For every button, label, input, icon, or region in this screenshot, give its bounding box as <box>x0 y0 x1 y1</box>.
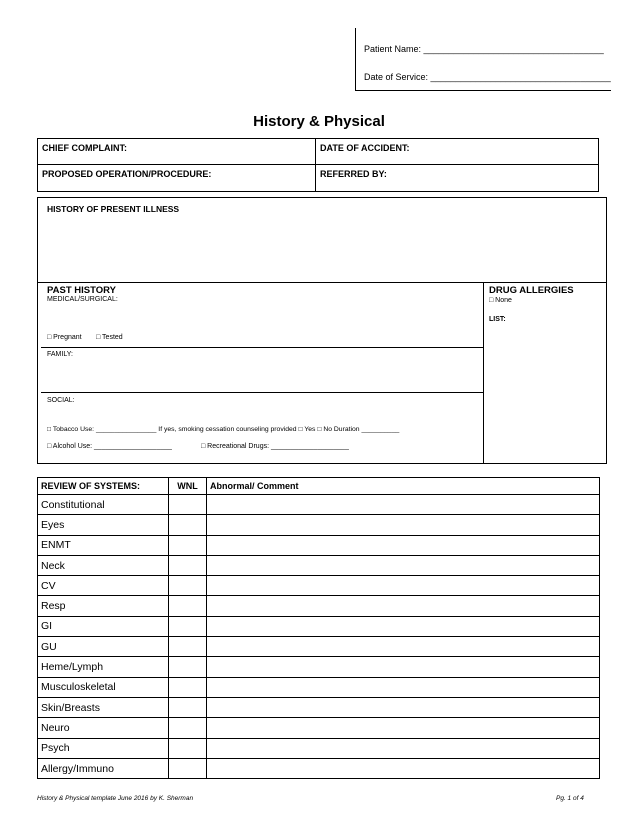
wnl-cell[interactable] <box>169 637 207 657</box>
wnl-cell[interactable] <box>169 555 207 575</box>
family-label: FAMILY: <box>47 351 73 358</box>
system-label: Skin/Breasts <box>38 697 169 717</box>
present-illness-label: HISTORY OF PRESENT ILLNESS <box>47 204 180 214</box>
system-label: Eyes <box>38 515 169 535</box>
table-row <box>38 616 600 636</box>
medical-surgical-label: MEDICAL/SURGICAL: <box>47 296 118 303</box>
past-history-label: PAST HISTORY <box>47 285 116 296</box>
wnl-cell[interactable] <box>169 535 207 555</box>
table-row <box>38 535 600 555</box>
drug-allergies-label: DRUG ALLERGIES <box>489 285 574 296</box>
pregnant-checkbox[interactable]: □ Pregnant <box>47 334 82 341</box>
table-row <box>38 718 600 738</box>
history-section <box>37 197 607 464</box>
comment-cell[interactable] <box>207 738 600 758</box>
patient-name-field[interactable]: Patient Name: ____________________________________ <box>364 44 604 54</box>
comment-cell[interactable] <box>207 637 600 657</box>
comment-cell[interactable] <box>207 535 600 555</box>
table-row <box>38 596 600 616</box>
divider <box>41 347 483 348</box>
comment-header: Abnormal/ Comment <box>207 478 600 495</box>
wnl-header: WNL <box>169 478 207 495</box>
system-label: GU <box>38 637 169 657</box>
comment-cell[interactable] <box>207 718 600 738</box>
divider <box>315 139 316 191</box>
patient-info-box <box>355 28 611 91</box>
tobacco-use-field[interactable]: □ Tobacco Use: ________________ If yes, smoking cessation counseling provided □ Yes □ No Duration __________ <box>47 426 400 433</box>
system-label: Musculoskeletal <box>38 677 169 697</box>
table-row <box>38 738 600 758</box>
page-number: Pg. 1 of 4 <box>556 795 584 802</box>
table-row <box>38 657 600 677</box>
social-label: SOCIAL: <box>47 397 75 404</box>
review-of-systems-table <box>37 477 600 779</box>
system-label: CV <box>38 576 169 596</box>
comment-cell[interactable] <box>207 616 600 636</box>
table-row <box>38 758 600 778</box>
date-of-service-field[interactable]: Date of Service: ____________________________________ <box>364 72 611 82</box>
system-label: Constitutional <box>38 495 169 515</box>
wnl-cell[interactable] <box>169 758 207 778</box>
divider <box>38 282 606 283</box>
wnl-cell[interactable] <box>169 515 207 535</box>
wnl-cell[interactable] <box>169 657 207 677</box>
proposed-operation-label: PROPOSED OPERATION/PROCEDURE: <box>42 169 212 179</box>
wnl-cell[interactable] <box>169 718 207 738</box>
comment-cell[interactable] <box>207 495 600 515</box>
comment-cell[interactable] <box>207 758 600 778</box>
system-label: Heme/Lymph <box>38 657 169 677</box>
table-row <box>38 515 600 535</box>
page-title: History & Physical <box>253 113 385 130</box>
comment-cell[interactable] <box>207 657 600 677</box>
system-label: ENMT <box>38 535 169 555</box>
divider <box>38 164 598 165</box>
wnl-cell[interactable] <box>169 677 207 697</box>
system-label: Neck <box>38 555 169 575</box>
comment-cell[interactable] <box>207 677 600 697</box>
system-label: Neuro <box>38 718 169 738</box>
wnl-cell[interactable] <box>169 495 207 515</box>
table-row <box>38 637 600 657</box>
recreational-drugs-field[interactable]: □ Recreational Drugs: ____________________ <box>201 443 349 450</box>
table-row <box>38 555 600 575</box>
referred-by-label: REFERRED BY: <box>320 169 387 179</box>
tested-checkbox[interactable]: □ Tested <box>96 334 123 341</box>
date-of-accident-label: DATE OF ACCIDENT: <box>320 143 410 153</box>
allergy-list-label: LIST: <box>489 316 506 323</box>
table-row <box>38 677 600 697</box>
header-grid <box>37 138 599 192</box>
comment-cell[interactable] <box>207 515 600 535</box>
system-label: Resp <box>38 596 169 616</box>
comment-cell[interactable] <box>207 555 600 575</box>
comment-cell[interactable] <box>207 697 600 717</box>
table-row <box>38 576 600 596</box>
system-label: Allergy/Immuno <box>38 758 169 778</box>
divider <box>483 282 484 464</box>
table-header-row <box>38 478 600 495</box>
comment-cell[interactable] <box>207 576 600 596</box>
system-label: GI <box>38 616 169 636</box>
wnl-cell[interactable] <box>169 596 207 616</box>
chief-complaint-label: CHIEF COMPLAINT: <box>42 143 127 153</box>
table-row <box>38 495 600 515</box>
table-row <box>38 697 600 717</box>
divider <box>41 392 483 393</box>
wnl-cell[interactable] <box>169 576 207 596</box>
comment-cell[interactable] <box>207 596 600 616</box>
ros-header: REVIEW OF SYSTEMS: <box>38 478 169 495</box>
wnl-cell[interactable] <box>169 738 207 758</box>
wnl-cell[interactable] <box>169 697 207 717</box>
footer-left: History & Physical template June 2016 by K. Sherman <box>37 795 194 802</box>
alcohol-use-field[interactable]: □ Alcohol Use: ____________________ <box>47 443 172 450</box>
system-label: Psych <box>38 738 169 758</box>
none-checkbox[interactable]: □ None <box>489 297 512 304</box>
wnl-cell[interactable] <box>169 616 207 636</box>
